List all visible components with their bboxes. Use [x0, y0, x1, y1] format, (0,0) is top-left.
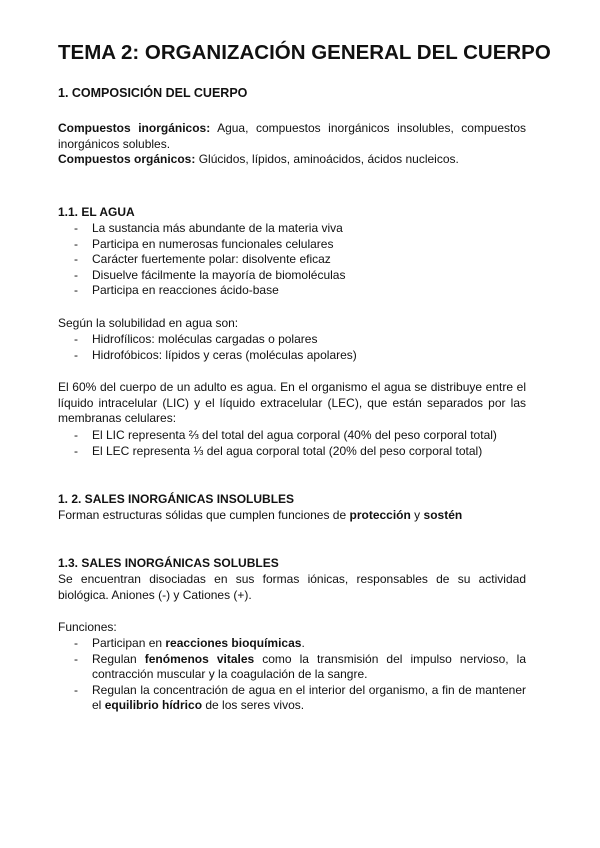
inorganic-text: Agua, compuestos inorgánicos insolubles, compuestos inorgánicos solubles.	[58, 121, 527, 151]
inorganic-label: Compuestos inorgánicos:	[58, 121, 211, 135]
text-segment: Regulan	[92, 651, 145, 666]
functions-label: Funciones:	[58, 620, 117, 634]
text-segment: y	[410, 508, 424, 522]
functions-list	[58, 636, 526, 714]
list-item: - El LEC representa ⅓ del agua corporal total (20% del peso corporal total)	[58, 444, 526, 460]
page-title: TEMA 2: ORGANIZACIÓN GENERAL DEL CUERPO	[58, 41, 551, 64]
bold-term: equilibrio hídrico	[104, 698, 203, 712]
list-item: - Participa en numerosas funcionales celulares	[58, 237, 526, 253]
list-item	[58, 636, 526, 652]
soluble-salts-paragraph: Se encuentran disociadas en sus formas iónicas, responsables de su actividad biológica. Aniones (-) y Cationes (+).	[58, 572, 526, 602]
section-1-heading: 1. COMPOSICIÓN DEL CUERPO	[58, 86, 248, 100]
list-item: - Carácter fuertemente polar: disolvente eficaz	[58, 252, 526, 268]
list-item	[58, 652, 526, 683]
section-1-1-heading: 1.1. EL AGUA	[58, 205, 135, 219]
section-1-2-heading: 1. 2. SALES INORGÁNICAS INSOLUBLES	[58, 492, 295, 506]
section-1-3-heading: 1.3. SALES INORGÁNICAS SOLUBLES	[58, 556, 279, 570]
list-item: - Hidrofóbicos: lípidos y ceras (moléculas apolares)	[58, 348, 526, 364]
protection-bold: protección	[349, 508, 411, 522]
list-item: - Hidrofílicos: moléculas cargadas o polares	[58, 332, 526, 348]
text-segment: Participan en	[92, 636, 166, 650]
water-distribution-paragraph: El 60% del cuerpo de un adulto es agua. En el organismo el agua se distribuye entre el líquido intracelular (LIC) y el líquido extracelular (LEC), que están separados por las membranas celulares:	[58, 380, 526, 425]
inorganic-compounds-line	[58, 121, 526, 152]
support-bold: sostén	[423, 508, 463, 522]
insoluble-salts-text	[58, 508, 526, 524]
organic-label: Compuestos orgánicos:	[58, 152, 196, 166]
list-item	[58, 683, 526, 714]
organic-compounds-line	[58, 152, 526, 168]
water-distribution-list	[58, 428, 526, 459]
water-properties-list	[58, 221, 526, 299]
bold-term: fenómenos vitales	[144, 651, 255, 666]
organic-text: Glúcidos, lípidos, aminoácidos, ácidos nucleicos.	[195, 152, 459, 166]
compounds-paragraph	[58, 121, 526, 168]
text-segment: Regulan la concentración de agua en el interior del organismo, a fin de mantener el	[92, 682, 526, 712]
list-item: - Disuelve fácilmente la mayoría de biomoléculas	[58, 268, 526, 284]
bold-term: reacciones bioquímicas	[165, 636, 302, 650]
list-item: - La sustancia más abundante de la materia viva	[58, 221, 526, 237]
text-segment: .	[301, 636, 305, 650]
solubility-intro: Según la solubilidad en agua son:	[58, 316, 239, 330]
text-segment: como la transmisión del impulso nervioso, la contracción muscular y la coagulación de la sangre.	[92, 651, 526, 681]
solubility-list	[58, 332, 526, 363]
text-segment: Forman estructuras sólidas que cumplen funciones de	[58, 508, 350, 522]
list-item: - Participa en reacciones ácido-base	[58, 283, 526, 299]
text-segment: de los seres vivos.	[202, 698, 305, 712]
list-item: - El LIC representa ⅔ del total del agua corporal (40% del peso corporal total)	[58, 428, 526, 444]
